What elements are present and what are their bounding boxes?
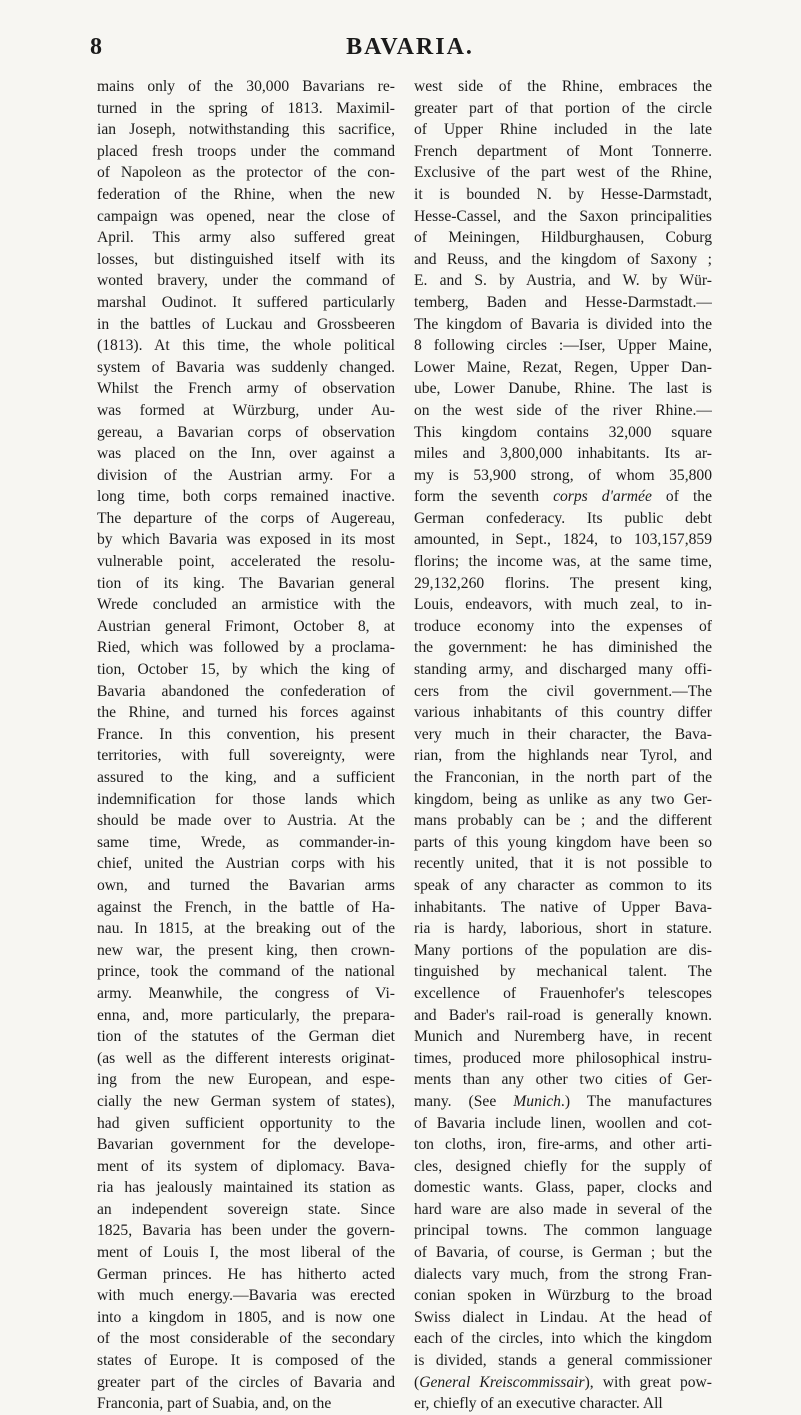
text-line: (General Kreiscommissair), with great pow- (414, 1373, 712, 1391)
text-line: campaign was opened, near the close of (97, 207, 395, 225)
text-line: cers from the civil government.—The (414, 682, 712, 700)
text-line: The kingdom of Bavaria is divided into the (414, 315, 712, 333)
text-line: was placed on the Inn, over against a (97, 445, 395, 463)
text-line: domestic wants. Glass, paper, clocks and (414, 1179, 712, 1197)
text-line: and Reuss, and the kingdom of Saxony ; (414, 250, 712, 268)
text-line: tinguished by mechanical talent. The (414, 963, 712, 981)
text-line: troduce economy into the expenses of (414, 617, 712, 635)
text-line: was formed at Würzburg, under Au- (97, 401, 395, 419)
text-line: mains only of the 30,000 Bavarians re- (97, 78, 395, 95)
text-line: the government: he has diminished the (414, 639, 712, 657)
text-line: German princes. He has hitherto acted (97, 1265, 395, 1283)
text-line: various inhabitants of this country differ (414, 704, 712, 722)
text-line: same time, Wrede, as commander-in- (97, 833, 395, 851)
text-line: system of Bavaria was suddenly changed. (97, 358, 395, 376)
text-line: Bavaria abandoned the confederation of (97, 682, 395, 700)
text-line: it is bounded N. by Hesse-Darmstadt, (414, 185, 712, 203)
text-line: of Bavaria, of course, is German ; but the (414, 1244, 712, 1262)
text-line: into a kingdom in 1805, and is now one (97, 1308, 395, 1326)
text-line: by which Bavaria was exposed in its most (97, 531, 395, 549)
text-line: had given sufficient opportunity to the (97, 1114, 395, 1132)
text-line: cially the new German system of states), (97, 1092, 395, 1110)
running-head: BAVARIA. (346, 34, 474, 60)
text-line: Franconia, part of Suabia, and, on the (97, 1395, 332, 1413)
text-line: ian Joseph, notwithstanding this sacrifice, (97, 121, 395, 139)
text-line: E. and S. by Austria, and W. by Wür- (414, 272, 712, 290)
text-line: Austrian general Frimont, October 8, at (97, 617, 395, 635)
text-line: 1825, Bavaria has been under the govern- (97, 1222, 395, 1240)
page-number: 8 (90, 34, 102, 60)
text-line: recently united, that it is not possible to (414, 855, 712, 873)
text-line: inhabitants. The native of Upper Bava- (414, 898, 712, 916)
text-line: Louis, endeavors, with much zeal, to in- (414, 596, 712, 614)
text-line: speak of any character as common to its (414, 876, 712, 894)
text-line: the Franconian, in the north part of the (414, 769, 712, 786)
text-line: greater part of the circles of Bavaria and (97, 1373, 395, 1391)
text-line: new war, the present king, then crown- (97, 941, 395, 959)
text-line: own, and turned the Bavarian arms (97, 876, 395, 894)
text-line: ing from the new European, and espe- (97, 1071, 395, 1089)
text-line: Ried, which was followed by a proclama- (97, 639, 395, 657)
text-line: many. (See Munich.) The manufactures (414, 1092, 712, 1110)
text-line: territories, with full sovereignty, were (97, 747, 395, 765)
text-line: ton cloths, iron, fire-arms, and other arti- (414, 1136, 712, 1154)
text-line: This kingdom contains 32,000 square (414, 423, 712, 441)
text-line: losses, but distinguished itself with its (97, 250, 395, 268)
text-line: German confederacy. Its public debt (414, 509, 712, 527)
text-line: enna, and, more particularly, the prepara- (97, 1006, 395, 1024)
text-line: should be made over to Austria. At the (97, 812, 395, 830)
text-line: indemnification for those lands which (97, 790, 395, 808)
text-line: The departure of the corps of Augereau, (97, 509, 395, 527)
text-line: prince, took the command of the national (97, 963, 395, 981)
text-line: 8 following circles :—Iser, Upper Maine, (414, 337, 712, 355)
text-line: 29,132,260 florins. The present king, (414, 574, 712, 592)
text-line: greater part of that portion of the circle (414, 99, 712, 117)
text-line: mans probably can be ; and the different (414, 812, 712, 830)
text-line: wonted bravery, under the command of (97, 272, 395, 290)
text-line: gereau, a Bavarian corps of observation (97, 423, 395, 441)
text-line: times, produced more philosophical instru- (414, 1049, 712, 1067)
text-line: Bavarian government for the develope- (97, 1136, 395, 1154)
text-line: of Upper Rhine included in the late (414, 121, 712, 139)
text-line: placed fresh troops under the command (97, 142, 395, 160)
text-line: in the battles of Luckau and Grossbeeren (97, 315, 395, 333)
text-line: form the seventh corps d'armée of the (414, 488, 712, 506)
text-line: ria is hardy, laborious, short in stature. (414, 920, 712, 938)
text-line: parts of this young kingdom have been so (414, 833, 712, 851)
text-line: France. In this convention, his present (97, 725, 395, 743)
left-column (97, 76, 395, 1415)
text-line: (1813). At this time, the whole political (97, 337, 395, 355)
text-line: my is 53,900 strong, of whom 35,800 (414, 466, 712, 484)
text-line: Whilst the French army of observation (97, 380, 395, 398)
text-line: Swiss dialect in Lindau. At the head of (414, 1308, 712, 1326)
text-line: army. Meanwhile, the congress of Vi- (97, 984, 395, 1002)
text-line: rian, from the highlands near Tyrol, and (414, 747, 712, 765)
text-line: turned in the spring of 1813. Maximil- (97, 99, 395, 117)
text-line: ria has jealously maintained its station as (97, 1179, 395, 1197)
text-line: nau. In 1815, at the breaking out of the (97, 920, 395, 938)
text-line: west side of the Rhine, embraces the (414, 78, 712, 95)
text-line: very much in their character, the Bava- (414, 725, 712, 743)
right-column (414, 76, 712, 1415)
text-line: chief, united the Austrian corps with his (97, 855, 395, 873)
text-line: principal towns. The common language (414, 1222, 712, 1240)
text-line: federation of the Rhine, when the new (97, 185, 395, 203)
text-line: on the west side of the river Rhine.— (414, 401, 712, 419)
text-line: Hesse-Cassel, and the Saxon principalities (414, 207, 712, 225)
text-line: tion, October 15, by which the king of (97, 661, 395, 679)
page-header (90, 30, 730, 70)
text-line: kingdom, being as unlike as any two Ger- (414, 790, 712, 808)
text-line: Exclusive of the part west of the Rhine, (414, 164, 712, 182)
text-line: of Meiningen, Hildburghausen, Coburg (414, 229, 712, 247)
text-line: against the French, in the battle of Ha- (97, 898, 395, 916)
text-line: vulnerable point, accelerated the resolu- (97, 553, 395, 571)
text-line: hard ware are also made in several of the (414, 1200, 712, 1218)
text-line: miles and 3,800,000 inhabitants. Its ar- (414, 445, 712, 463)
text-line: Wrede concluded an armistice with the (97, 596, 395, 614)
text-line: temberg, Baden and Hesse-Darmstadt.— (414, 293, 712, 311)
text-line: marshal Oudinot. It suffered particularly (97, 293, 395, 311)
text-line: of Bavaria include linen, woollen and cot- (414, 1114, 712, 1132)
text-line: long time, both corps remained inactive. (97, 488, 395, 506)
text-line: ment of Louis I, the most liberal of the (97, 1244, 395, 1262)
text-line: with much energy.—Bavaria was erected (97, 1287, 395, 1305)
text-line: Many portions of the population are dis- (414, 941, 712, 959)
text-line: tion of its king. The Bavarian general (97, 574, 395, 592)
text-line: Lower Maine, Rezat, Regen, Upper Dan- (414, 358, 712, 376)
text-line: is divided, stands a general commissioner (414, 1352, 712, 1370)
text-line: florins; the income was, at the same time, (414, 553, 712, 571)
text-line: of the most considerable of the secondary (97, 1330, 395, 1348)
text-line: and Bader's rail-road is generally known. (414, 1006, 712, 1024)
text-line: conian spoken in Würzburg to the broad (414, 1287, 712, 1305)
text-line: dialects vary much, from the strong Fran- (414, 1265, 712, 1283)
text-line: division of the Austrian army. For a (97, 466, 395, 484)
text-line: an independent sovereign state. Since (97, 1200, 395, 1218)
text-line: ube, Lower Danube, Rhine. The last is (414, 380, 712, 398)
text-line: (as well as the different interests originat- (97, 1049, 395, 1067)
text-line: ments than any other two cities of Ger- (414, 1071, 712, 1089)
text-line: excellence of Frauenhofer's telescopes (414, 984, 712, 1002)
text-line: states of Europe. It is composed of the (97, 1352, 395, 1370)
text-line: of Napoleon as the protector of the con- (97, 164, 395, 182)
text-line: cles, designed chiefly for the supply of (414, 1157, 712, 1175)
text-line: er, chiefly of an executive character. All (414, 1395, 663, 1413)
text-line: standing army, and discharged many offi- (414, 661, 712, 679)
text-line: assured to the king, and a sufficient (97, 769, 395, 786)
text-line: tion of the statutes of the German diet (97, 1028, 395, 1046)
text-line: ment of its system of diplomacy. Bava- (97, 1157, 395, 1175)
text-line: amounted, in Sept., 1824, to 103,157,859 (414, 531, 712, 549)
text-line: Munich and Nuremberg have, in recent (414, 1028, 712, 1046)
text-line: each of the circles, into which the kingdom (414, 1330, 712, 1348)
text-line: April. This army also suffered great (97, 229, 395, 247)
text-line: the Rhine, and turned his forces against (97, 704, 395, 722)
text-line: French department of Mont Tonnerre. (414, 142, 712, 160)
